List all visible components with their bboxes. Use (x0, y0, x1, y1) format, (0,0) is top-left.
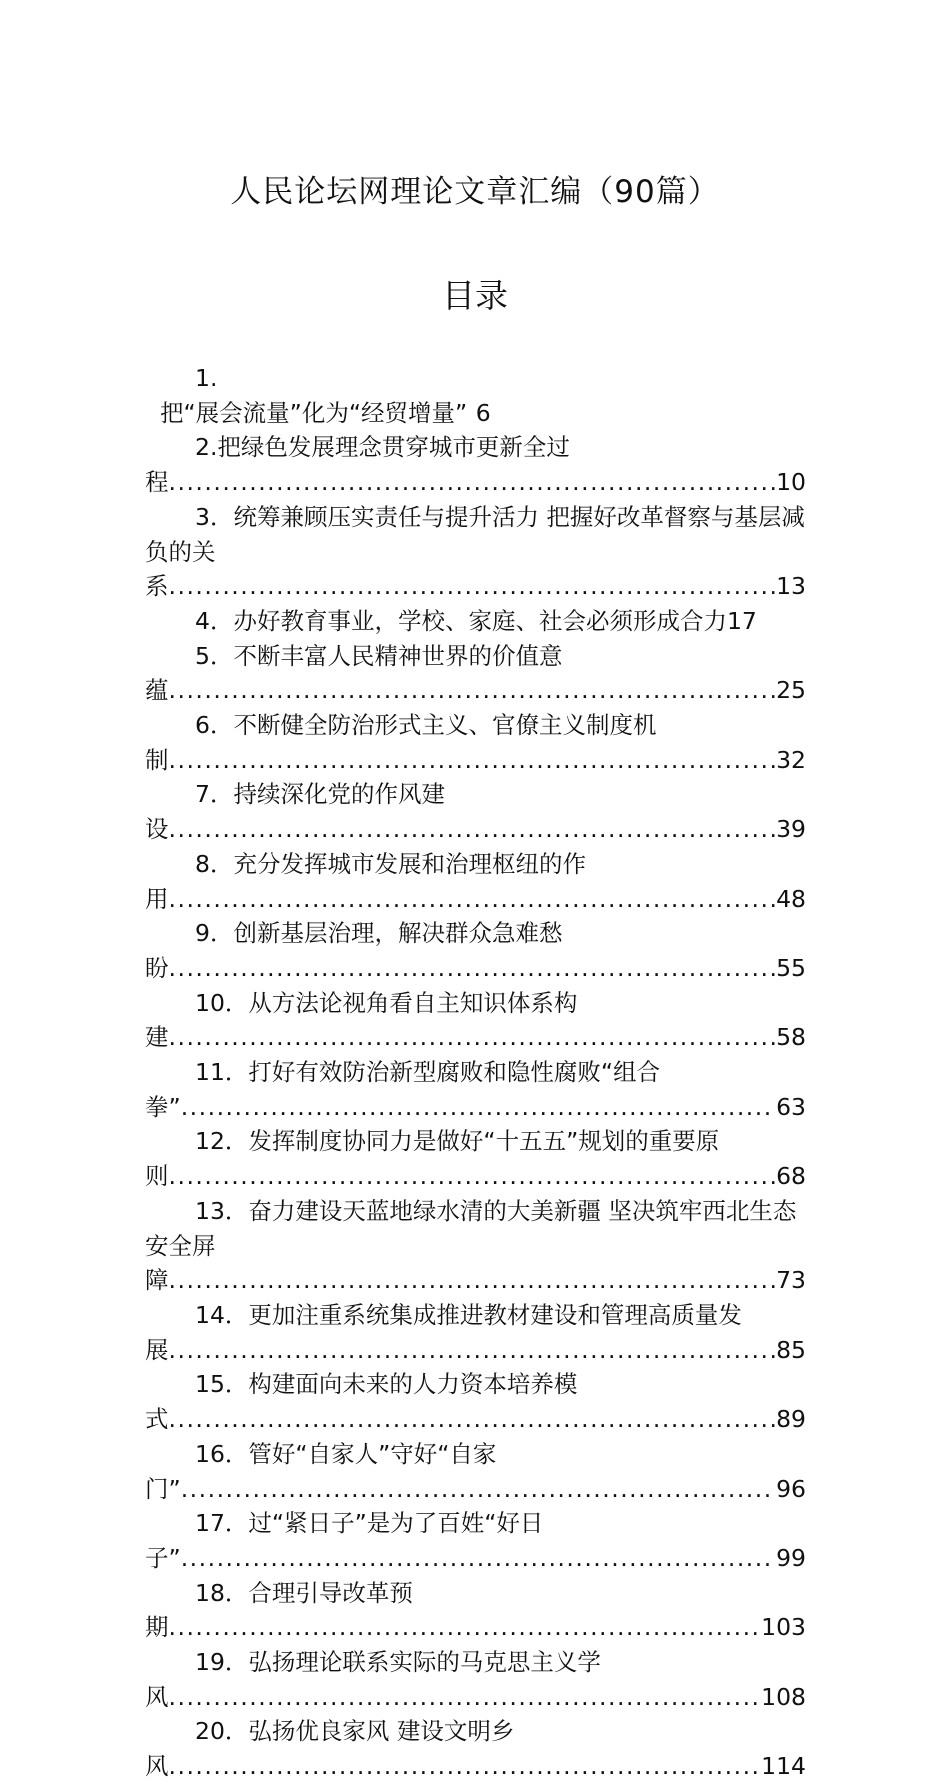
entry-page: 48 (775, 882, 806, 917)
entry-number: 12． (195, 1127, 249, 1156)
entry-page: 68 (775, 1159, 806, 1194)
entry-page: 108 (760, 1680, 806, 1715)
entry-page: 6 (475, 398, 491, 427)
entry-page: 99 (775, 1541, 806, 1576)
entry-title: 把“展会流量”化为“经贸增量” (160, 398, 468, 427)
dot-leader (169, 815, 807, 843)
toc-entry[interactable] (145, 1437, 806, 1506)
dot-leader (169, 746, 807, 774)
entry-title: 管好“自家人”守好“自家门” (145, 1439, 497, 1503)
entry-page: 73 (775, 1263, 806, 1298)
toc-entry[interactable] (145, 986, 806, 1055)
entry-title: 不断健全防治形式主义、官僚主义制度机制 (145, 711, 657, 774)
entry-page: 55 (775, 951, 806, 986)
entry-number: 10． (195, 988, 249, 1017)
toc-entry[interactable] (145, 1645, 806, 1714)
entry-title: 充分发挥城市发展和治理枢纽的作用 (145, 849, 586, 913)
dot-leader (169, 1405, 807, 1433)
toc-entry[interactable] (145, 1506, 806, 1575)
entry-page: 39 (775, 812, 806, 847)
toc-heading: 目录 (442, 276, 508, 315)
entry-number: 5． (195, 641, 234, 670)
entry-title: 弘扬理论联系实际的马克思主义学风 (145, 1648, 601, 1711)
entry-title: 持续深化党的作风建设 (145, 780, 445, 844)
entry-number: 15． (195, 1370, 249, 1399)
entry-title: 创新基层治理，解决群众急难愁盼 (145, 919, 563, 982)
entry-page: 10 (775, 465, 806, 500)
dot-leader (181, 1544, 806, 1572)
entry-number: 19． (195, 1648, 249, 1677)
entry-page: 25 (775, 673, 806, 708)
entry-page: 114 (760, 1749, 806, 1784)
entry-title: 构建面向未来的人力资本培养模式 (145, 1370, 578, 1434)
toc-entry[interactable] (145, 1124, 806, 1193)
toc-entry[interactable] (145, 847, 806, 916)
entry-title: 过“紧日子”是为了百姓“好日子” (145, 1509, 544, 1572)
entry-number: 9． (195, 919, 234, 948)
toc-entry[interactable] (145, 1055, 806, 1124)
entry-title: 更加注重系统集成推进教材建设和管理高质量发展 (145, 1300, 742, 1364)
entry-page: 89 (775, 1402, 806, 1437)
entry-number: 11． (195, 1058, 249, 1087)
toc-entry[interactable] (145, 777, 806, 846)
toc-entry[interactable] (145, 1714, 806, 1783)
entry-number: 16． (195, 1439, 249, 1468)
toc-entry[interactable] (145, 430, 806, 499)
entry-title: 不断丰富人民精神世界的价值意蕴 (145, 641, 563, 705)
entry-page: 17 (726, 606, 757, 635)
entry-page: 13 (775, 569, 806, 604)
entry-number: 7． (195, 780, 234, 809)
document-title: 人民论坛网理论文章汇编（90篇） (230, 174, 720, 210)
dot-leader (169, 1336, 807, 1364)
dot-leader (169, 1266, 807, 1294)
toc-entry[interactable] (145, 1298, 806, 1367)
entry-page: 58 (775, 1020, 806, 1055)
dot-leader (169, 1683, 807, 1711)
entry-title: 打好有效防治新型腐败和隐性腐败“组合拳” (145, 1058, 661, 1121)
dot-leader (169, 1752, 807, 1780)
entry-title: 发挥制度协同力是做好“十五五”规划的重要原则 (145, 1127, 720, 1191)
entry-number: 6． (195, 711, 234, 740)
entry-title: 统筹兼顾压实责任与提升活力 把握好改革督察与基层减负的关系 (145, 502, 805, 601)
toc-entry[interactable] (145, 708, 806, 777)
entry-page: 32 (775, 743, 806, 778)
entry-page: 96 (775, 1472, 806, 1507)
entry-number: 4． (195, 606, 234, 635)
dot-leader (169, 468, 807, 496)
entry-title: 把绿色发展理念贯穿城市更新全过程 (145, 433, 570, 497)
dot-leader (169, 676, 807, 704)
entry-number: 3． (195, 502, 234, 531)
toc-entry[interactable] (145, 916, 806, 985)
entry-number: 13． (195, 1196, 249, 1225)
entry-number: 18． (195, 1578, 249, 1607)
toc-entry[interactable] (145, 1576, 806, 1645)
entry-number: 17． (195, 1509, 249, 1538)
entry-number: 14． (195, 1300, 249, 1329)
entry-page: 63 (775, 1090, 806, 1125)
toc-entry[interactable] (145, 639, 806, 708)
dot-leader (169, 1162, 807, 1190)
table-of-contents (145, 361, 806, 1784)
dot-leader (169, 572, 807, 600)
entry-number: 2. (195, 433, 218, 462)
entry-page: 103 (760, 1610, 806, 1645)
entry-page: 85 (775, 1333, 806, 1368)
toc-entry[interactable] (145, 604, 806, 639)
entry-title: 合理引导改革预期 (145, 1578, 413, 1642)
entry-title: 从方法论视角看自主知识体系构建 (145, 988, 578, 1052)
dot-leader (169, 885, 807, 913)
entry-title: 弘扬优良家风 建设文明乡风 (145, 1717, 515, 1781)
dot-leader (181, 1475, 806, 1503)
dot-leader (169, 1023, 807, 1051)
toc-entry[interactable] (145, 1194, 806, 1298)
dot-leader (181, 1093, 806, 1121)
entry-number: 20． (195, 1717, 249, 1746)
entry-number: 1. (195, 364, 218, 392)
entry-title: 奋力建设天蓝地绿水清的大美新疆 坚决筑牢西北生态安全屏障 (145, 1196, 797, 1295)
dot-leader (169, 954, 807, 982)
entry-number: 8． (195, 849, 234, 878)
toc-entry[interactable] (145, 1367, 806, 1436)
toc-entry[interactable] (145, 361, 806, 430)
dot-leader (169, 1613, 807, 1641)
toc-entry[interactable] (145, 500, 806, 604)
entry-title: 办好教育事业，学校、家庭、社会必须形成合力 (233, 606, 727, 635)
